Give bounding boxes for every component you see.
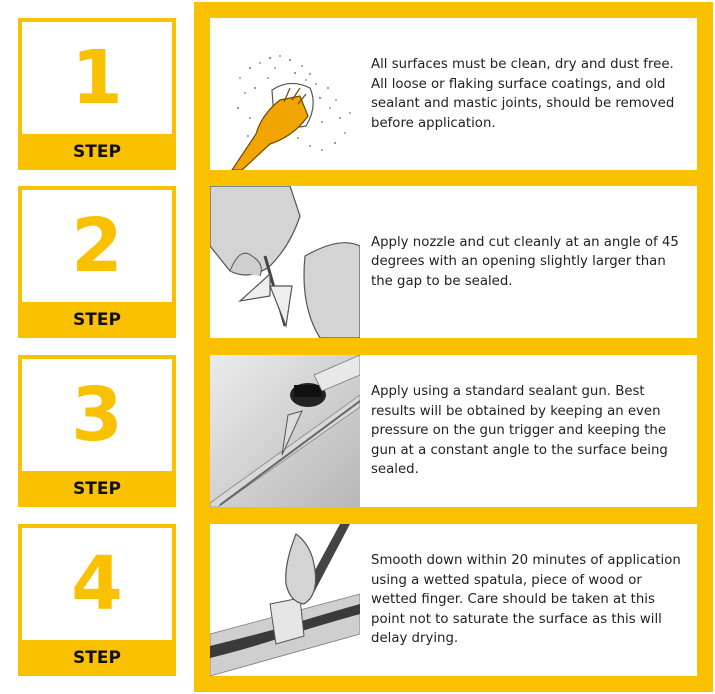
- step-3-description: Apply using a standard sealant gun. Best results will be obtained by keeping an even pressure on the gun trigger and keeping the gun at a constant angle to the surface being sealed.: [371, 384, 668, 478]
- step-number: 3: [71, 372, 123, 458]
- step-2-card: [210, 186, 697, 338]
- step-1-badge: [18, 18, 176, 170]
- step-label: STEP: [73, 142, 121, 162]
- step-3-badge: [18, 355, 176, 507]
- step-4-badge: [18, 524, 176, 676]
- sealant-gun-icon: [210, 355, 360, 507]
- step-number: 1: [71, 35, 123, 121]
- step-number: 4: [71, 541, 123, 627]
- step-2-description: Apply nozzle and cut cleanly at an angle of 45 degrees with an opening slightly larger than the gap to be sealed.: [371, 234, 679, 289]
- step-label: STEP: [73, 310, 121, 330]
- spatula-smoothing-icon: [210, 524, 360, 676]
- step-3-card: [210, 355, 697, 507]
- cleaning-hand-icon: [210, 18, 360, 170]
- step-1-description: All surfaces must be clean, dry and dust free. All loose or flaking surface coatings, and old sealant and mastic joints, should be removed before application.: [371, 57, 675, 131]
- step-number: 2: [71, 203, 123, 289]
- step-4-card: [210, 524, 697, 676]
- step-label: STEP: [73, 648, 121, 668]
- step-2-badge: [18, 186, 176, 338]
- step-1-card: [210, 18, 697, 170]
- step-4-description: Smooth down within 20 minutes of application using a wetted spatula, piece of wood or wetted finger. Care should be taken at this point not to saturate the surface as this will delay drying.: [371, 553, 681, 647]
- cut-nozzle-icon: [210, 186, 360, 338]
- step-label: STEP: [73, 479, 121, 499]
